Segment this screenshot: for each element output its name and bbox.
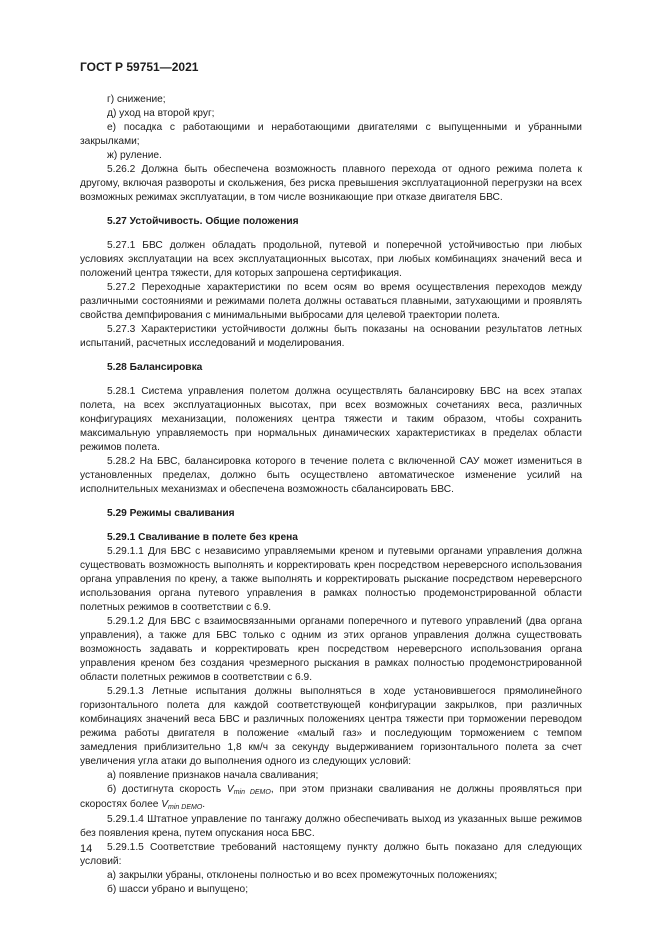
paragraph-5-29-1-5: 5.29.1.5 Соответствие требований настоящему пункту должно быть показано для следующих условий: — [80, 842, 582, 867]
paragraph-5-26-2: 5.26.2 Должна быть обеспечена возможность плавного перехода от одного режима полета к другому, включая развороты и скольжения, без риска превышения эксплуатационной перегрузки на всех возможных режимах эксплуатации, в том числе возникающие при отказе двигателя БВС. — [80, 164, 582, 203]
list-item-speed-condition — [80, 783, 582, 813]
paragraph-5-28-2: 5.28.2 На БВС, балансировка которого в течение полета с включенной САУ может измениться в установленных пределах, должно быть осуществлено автоматическое изменение усилий на исполнительных механизмах и обеспечена возможность сбалансировать БВС. — [80, 456, 582, 495]
speed-condition-text: б) достигнута скорость — [107, 784, 227, 795]
speed-subscript: min DEMO — [168, 804, 203, 811]
subsection-heading-5-29-1: 5.29.1 Сваливание в полете без крена — [107, 532, 298, 543]
list-item: ж) руление. — [107, 150, 162, 161]
paragraph-5-28-1: 5.28.1 Система управления полетом должна осуществлять балансировку БВС на всех этапах полета, на всех эксплуатационных высотах, при всех возможных сочетаниях веса, различных конфигурациях механизации, положениях центра тяжести и таким образом, чтобы сохранить максимальную управляемость при нормальных динамических характеристиках в пределах области режимов полета. — [80, 386, 582, 453]
speed-condition-text: . — [202, 799, 206, 810]
section-heading-5-28: 5.28 Балансировка — [107, 362, 203, 373]
page-number: 14 — [80, 843, 93, 855]
list-item: б) шасси убрано и выпущено; — [107, 884, 249, 895]
section-heading-5-29: 5.29 Режимы сваливания — [107, 508, 235, 519]
paragraph-5-27-2: 5.27.2 Переходные характеристики по всем осям во время осуществления переходов между различными состояниями и режимами полета должны оставаться плавными, затухающими и проявлять свойства демпфирования с минимальными выбросами для целевой траектории полета. — [80, 282, 582, 321]
list-item: а) закрылки убраны, отклонены полностью и во всех промежуточных положениях; — [107, 870, 498, 881]
standard-header: ГОСТ Р 59751—2021 — [80, 60, 199, 74]
page-content — [80, 93, 582, 897]
paragraph-5-27-1: 5.27.1 БВС должен обладать продольной, путевой и поперечной устойчивостью при любых условиях эксплуатации на всех эксплуатационных высотах, при любых комбинациях значений веса и положений центра тяжести, для которых запрошена сертификация. — [80, 240, 582, 279]
list-item: д) уход на второй круг; — [107, 108, 215, 119]
speed-condition-text: , при этом признаки сваливания не должны проявляться при скоростях более — [80, 784, 582, 810]
speed-symbol: V — [226, 784, 234, 795]
list-item: е) посадка с работающими и неработающими двигателями с выпущенными и убранными закрылками; — [80, 122, 582, 147]
speed-subscript: min DEMO — [233, 789, 271, 796]
paragraph-5-29-1-1: 5.29.1.1 Для БВС с независимо управляемыми креном и путевыми органами управления должна существовать возможность выполнять и корректировать крен посредством нереверсного использования органа управления по крену, а также выполнять и корректировать рыскание посредством нереверсного использования органа путевого управления в рамках полностью продемонстрированной области полетных режимов в соответствии с 6.9. — [80, 546, 582, 613]
paragraph-5-27-3: 5.27.3 Характеристики устойчивости должны быть показаны на основании результатов летных испытаний, расчетных исследований и моделирования. — [80, 324, 582, 349]
section-heading-5-27: 5.27 Устойчивость. Общие положения — [107, 216, 299, 227]
list-item: а) появление признаков начала сваливания; — [107, 770, 319, 781]
list-item: г) снижение; — [107, 94, 166, 105]
paragraph-5-29-1-2: 5.29.1.2 Для БВС с взаимосвязанными органами поперечного и путевого управлений (два органа управления), а также для БВС только с одним из этих органов управления должна существовать возможность задавать и корректировать крен посредством нереверсного использования органа управления креном без создания чрезмерного рыскания в рамках полностью продемонстрированной области полетных режимов в соответствии с 6.9. — [80, 616, 582, 683]
paragraph-5-29-1-4: 5.29.1.4 Штатное управление по тангажу должно обеспечивать выход из указанных выше режимов без появления крена, путем опускания носа БВС. — [80, 814, 582, 839]
paragraph-5-29-1-3: 5.29.1.3 Летные испытания должны выполняться в ходе установившегося прямолинейного горизонтального полета для каждой соответствующей конфигурации закрылков, при различных комбинациях значений веса БВС и различных положениях центра тяжести при торможении переводом режима работы двигателя в положение «малый газ» и последующим торможением с темпом замедления приблизительно 1,8 км/ч за секунду выдерживанием горизонтального полета за счет увеличения угла атаки до выполнения одного из следующих условий: — [80, 686, 582, 767]
speed-symbol: V — [161, 799, 169, 810]
